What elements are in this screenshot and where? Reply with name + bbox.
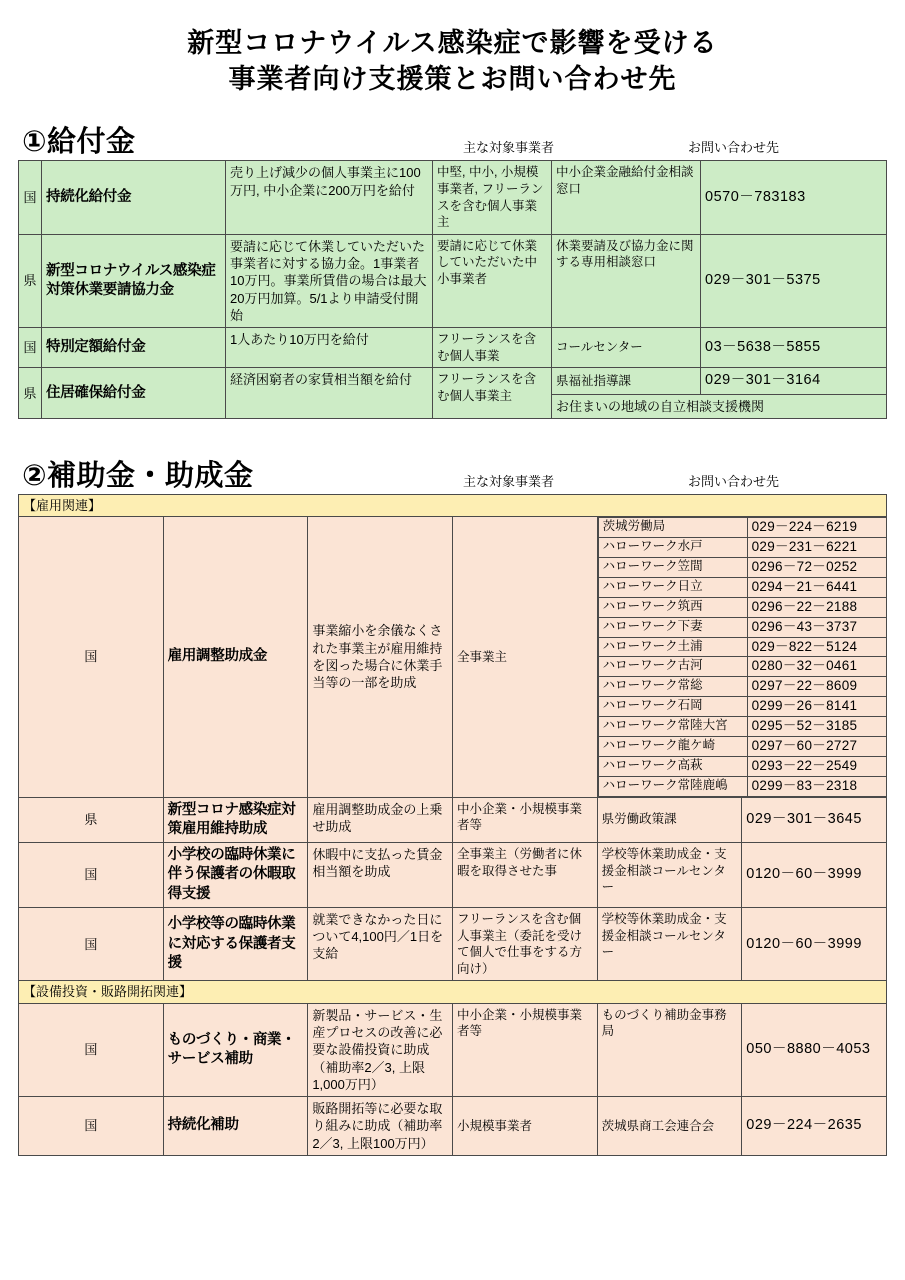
row-flag: 国 <box>19 1097 164 1156</box>
table-row <box>19 797 887 843</box>
group-header-investment <box>19 981 887 1003</box>
hw-name: 茨城労働局 <box>598 518 747 538</box>
hw-name: ハローワーク常総 <box>598 677 747 697</box>
hw-tel: 0295－52－3185 <box>747 717 886 737</box>
row-name: 雇用調整助成金 <box>163 517 308 797</box>
row-contact: 学校等休業助成金・支援金相談コールセンター <box>597 843 742 908</box>
row-target: フリーランスを含む個人事業 <box>433 328 552 368</box>
row-desc: 売り上げ減少の個人事業主に100万円, 中小企業に200万円を給付 <box>226 161 433 235</box>
row-target: フリーランスを含む個人事業主 <box>433 368 552 419</box>
row-flag: 国 <box>19 328 42 368</box>
row-tel: 029－301－3645 <box>742 797 887 843</box>
benefits-table <box>18 160 887 419</box>
list-item <box>598 538 886 558</box>
hello-work-table <box>598 517 887 796</box>
list-item <box>598 577 886 597</box>
row-name: 住居確保給付金 <box>42 368 226 419</box>
page-title <box>18 0 887 103</box>
table-row <box>19 368 887 394</box>
hw-name: ハローワーク水戸 <box>598 538 747 558</box>
hw-name: ハローワーク石岡 <box>598 697 747 717</box>
table-row <box>19 1003 887 1096</box>
row-target: 中堅, 中小, 小規模事業者, フリーランスを含む個人事業主 <box>433 161 552 235</box>
hw-name: ハローワーク日立 <box>598 577 747 597</box>
hw-name: ハローワーク土浦 <box>598 637 747 657</box>
row-contact: 休業要請及び協力金に関する専用相談窓口 <box>552 234 701 327</box>
hw-tel: 0280－32－0461 <box>747 657 886 677</box>
list-item <box>598 637 886 657</box>
list-item <box>598 736 886 756</box>
legend-contact-1: お問い合わせ先 <box>688 140 780 156</box>
table-row <box>19 843 887 908</box>
row-name: 持続化補助 <box>163 1097 308 1156</box>
row-contact: 県福祉指導課 <box>552 368 701 394</box>
row-name: 新型コロナウイルス感染症対策休業要請協力金 <box>42 234 226 327</box>
legend-target-1: 主な対象事業者 <box>463 140 555 156</box>
row-tel: 0570－783183 <box>701 161 887 235</box>
row-name: 新型コロナ感染症対策雇用維持助成 <box>163 797 308 843</box>
row-desc: 1人あたり10万円を給付 <box>226 328 433 368</box>
row-tel: 0120－60－3999 <box>742 843 887 908</box>
row-target: 全事業主（労働者に休暇を取得させた事 <box>452 843 597 908</box>
title-line-1: 新型コロナウイルス感染症で影響を受ける <box>187 28 718 58</box>
row-desc: 要請に応じて休業していただいた事業者に対する協力金。1事業者10万円。事業所賃借の場合は最大20万円加算。5/1より申請受付開始 <box>226 234 433 327</box>
hw-tel: 029－224－6219 <box>747 518 886 538</box>
row-flag: 国 <box>19 843 164 908</box>
row-tel: 0120－60－3999 <box>742 907 887 981</box>
list-item <box>598 677 886 697</box>
row-target: 小規模事業者 <box>452 1097 597 1156</box>
hw-tel: 0296－72－0252 <box>747 558 886 578</box>
subsidies-table <box>18 494 887 1156</box>
list-item <box>598 756 886 776</box>
hw-name: ハローワーク笠間 <box>598 558 747 578</box>
hw-name: ハローワーク龍ケ崎 <box>598 736 747 756</box>
row-desc: 雇用調整助成金の上乗せ助成 <box>308 797 453 843</box>
list-item <box>598 697 886 717</box>
hw-tel: 0299－26－8141 <box>747 697 886 717</box>
row-name: 持続化給付金 <box>42 161 226 235</box>
hw-tel: 0296－43－3737 <box>747 617 886 637</box>
group-header-employment <box>19 494 887 516</box>
section-2-heading: ②補助金・助成金 <box>22 459 254 492</box>
row-name: 小学校の臨時休業に伴う保護者の休暇取得支援 <box>163 843 308 908</box>
section-1-header <box>18 103 887 160</box>
table-row <box>19 328 887 368</box>
hw-tel: 0294－21－6441 <box>747 577 886 597</box>
hw-name: ハローワーク常陸大宮 <box>598 717 747 737</box>
row-name: ものづくり・商業・サービス補助 <box>163 1003 308 1096</box>
group-label: 【設備投資・販路開拓関連】 <box>19 981 887 1003</box>
row-desc: 販路開拓等に必要な取り組みに助成（補助率2／3, 上限100万円） <box>308 1097 453 1156</box>
list-item <box>598 717 886 737</box>
row-target: 全事業主 <box>452 517 597 797</box>
hw-tel: 0296－22－2188 <box>747 597 886 617</box>
row-tel: 03－5638－5855 <box>701 328 887 368</box>
hw-name: ハローワーク古河 <box>598 657 747 677</box>
row-flag: 国 <box>19 907 164 981</box>
row-name: 小学校等の臨時休業に対応する保護者支援 <box>163 907 308 981</box>
row-flag: 県 <box>19 368 42 419</box>
row-desc: 休暇中に支払った賃金相当額を助成 <box>308 843 453 908</box>
row-contact: コールセンター <box>552 328 701 368</box>
legend-target-2: 主な対象事業者 <box>463 473 555 489</box>
row-desc: 就業できなかった日について4,100円／1日を支給 <box>308 907 453 981</box>
hw-tel: 0297－22－8609 <box>747 677 886 697</box>
row-target: 中小企業・小規模事業者等 <box>452 1003 597 1096</box>
hw-tel: 0293－22－2549 <box>747 756 886 776</box>
row-contact: 県労働政策課 <box>597 797 742 843</box>
row-tel: 029－301－5375 <box>701 234 887 327</box>
hello-work-list-cell <box>597 517 886 797</box>
row-tel: 029－224－2635 <box>742 1097 887 1156</box>
list-item <box>598 776 886 796</box>
row-flag: 県 <box>19 797 164 843</box>
list-item <box>598 617 886 637</box>
hw-name: ハローワーク筑西 <box>598 597 747 617</box>
list-item <box>598 558 886 578</box>
title-line-2: 事業者向け支援策とお問い合わせ先 <box>228 63 677 94</box>
table-row <box>19 161 887 235</box>
section-1-heading: ①給付金 <box>22 126 136 159</box>
group-label: 【雇用関連】 <box>19 494 887 516</box>
row-flag: 国 <box>19 161 42 235</box>
row-tel: 029－301－3164 <box>701 368 887 394</box>
hw-tel: 029－231－6221 <box>747 538 886 558</box>
legend-contact-2: お問い合わせ先 <box>688 473 780 489</box>
row-contact: ものづくり補助金事務局 <box>597 1003 742 1096</box>
row-desc: 事業縮小を余儀なくされた事業主が雇用維持を図った場合に休業手当等の一部を助成 <box>308 517 453 797</box>
row-contact-note: お住まいの地域の自立相談支援機関 <box>552 394 887 418</box>
list-item <box>598 597 886 617</box>
row-target: 中小企業・小規模事業者等 <box>452 797 597 843</box>
table-row <box>19 1097 887 1156</box>
row-target: フリーランスを含む個人事業主（委託を受けて個人で仕事をする方向け） <box>452 907 597 981</box>
row-desc: 経済困窮者の家賃相当額を給付 <box>226 368 433 419</box>
row-contact: 茨城県商工会連合会 <box>597 1097 742 1156</box>
hw-name: ハローワーク常陸鹿嶋 <box>598 776 747 796</box>
row-flag: 国 <box>19 517 164 797</box>
table-row <box>19 234 887 327</box>
row-flag: 県 <box>19 234 42 327</box>
hw-name: ハローワーク高萩 <box>598 756 747 776</box>
row-name: 特別定額給付金 <box>42 328 226 368</box>
list-item <box>598 518 886 538</box>
table-row <box>19 907 887 981</box>
row-desc: 新製品・サービス・生産プロセスの改善に必要な設備投資に助成（補助率2／3, 上限1,000万円） <box>308 1003 453 1096</box>
table-row <box>19 517 887 797</box>
row-tel: 050－8880－4053 <box>742 1003 887 1096</box>
section-2-header <box>18 437 887 494</box>
hw-name: ハローワーク下妻 <box>598 617 747 637</box>
row-flag: 国 <box>19 1003 164 1096</box>
list-item <box>598 657 886 677</box>
hw-tel: 0297－60－2727 <box>747 736 886 756</box>
hw-tel: 029－822－5124 <box>747 637 886 657</box>
row-contact: 学校等休業助成金・支援金相談コールセンター <box>597 907 742 981</box>
row-contact: 中小企業金融給付金相談窓口 <box>552 161 701 235</box>
hw-tel: 0299－83－2318 <box>747 776 886 796</box>
row-target: 要請に応じて休業していただいた中小事業者 <box>433 234 552 327</box>
